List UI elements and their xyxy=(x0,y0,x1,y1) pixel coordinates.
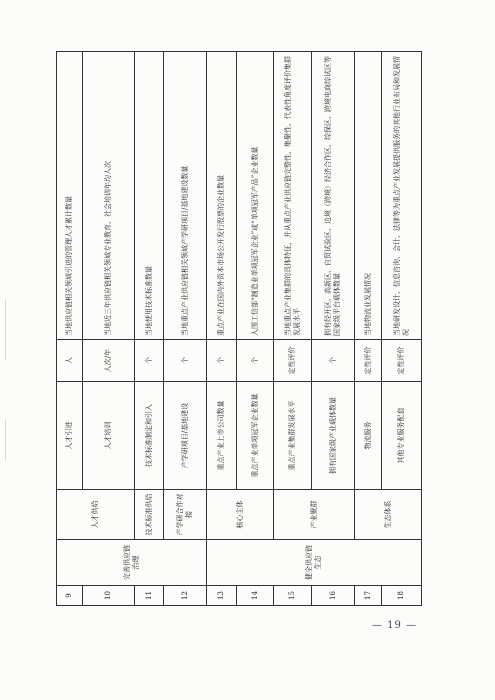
description-cell: 当地研发设计、信息咨询、会计、法律等为重点产业发展提供服务的其他行业布局和发展情况 xyxy=(382,52,422,340)
description-cell: 当地重点产业集群的具体特征，并从重点产业供应链完整性、集聚性、代表性角度评价集群发展水平 xyxy=(274,52,312,340)
table-row xyxy=(135,52,164,606)
table-row xyxy=(355,52,382,606)
subcategory-cell: 产学研合作对接 xyxy=(164,490,207,540)
indicator-cell: 物流服务 xyxy=(355,382,382,490)
indicator-cell: 其他专业服务配套 xyxy=(382,382,422,490)
category-cell: 健全供应链生态 xyxy=(207,540,422,586)
description-cell: 当地使用技术标准数量 xyxy=(135,52,164,340)
unit-cell: 个 xyxy=(237,340,274,382)
indicator-cell: 产学研项目/基地建设 xyxy=(164,382,207,490)
subcategory-cell: 技术标准供给 xyxy=(135,490,164,540)
table-row xyxy=(164,52,207,606)
description-cell: 当地重点产业供应链相关领域产学研项目/基地建设数量 xyxy=(164,52,207,340)
row-number: 16 xyxy=(312,586,355,606)
row-number: 12 xyxy=(164,586,207,606)
description-cell: 拥有经开区、高新区、自贸试验区、边境（跨境）经济合作区、综保区、跨境电商综试区等国家级平台载体数量 xyxy=(312,52,355,340)
table-row xyxy=(57,52,83,606)
row-number: 13 xyxy=(207,586,237,606)
scan-edge-mark xyxy=(5,300,6,360)
indicator-table xyxy=(56,51,422,606)
description-cell: 当地供应链相关领域引进的管理人才累计数量 xyxy=(57,52,83,340)
description-cell: 重点产业在国内外资本市场公开发行股票的企业数量 xyxy=(207,52,237,340)
unit-cell: 个 xyxy=(164,340,207,382)
indicator-cell: 人才引进 xyxy=(57,382,83,490)
row-number: 9 xyxy=(57,586,83,606)
unit-cell: 人 xyxy=(57,340,83,382)
indicator-cell: 技术标准制定和引入 xyxy=(135,382,164,490)
row-number: 15 xyxy=(274,586,312,606)
indicator-cell: 人才培训 xyxy=(83,382,135,490)
unit-cell: 定性评价 xyxy=(382,340,422,382)
subcategory-cell: 生态体系 xyxy=(355,490,422,540)
unit-cell: 定性评价 xyxy=(355,340,382,382)
page-number: — 19 — xyxy=(372,620,418,631)
rotated-table-wrapper xyxy=(56,52,421,606)
description-cell: 入围工信部“制造业单项冠军企业”或“单项冠军产品”企业数量 xyxy=(237,52,274,340)
table-row xyxy=(274,52,312,606)
subcategory-cell: 人才供给 xyxy=(57,490,135,540)
row-number: 18 xyxy=(382,586,422,606)
unit-cell: 个 xyxy=(135,340,164,382)
unit-cell: 个 xyxy=(207,340,237,382)
unit-cell: 定性评价 xyxy=(274,340,312,382)
indicator-cell: 拥有国家级产业载体数量 xyxy=(312,382,355,490)
unit-cell: 人次/年 xyxy=(83,340,135,382)
subcategory-cell: 产业聚群 xyxy=(274,490,355,540)
description-cell: 当地近三年供应链相关领域专业教育、社会培训年均人次 xyxy=(83,52,135,340)
row-number: 14 xyxy=(237,586,274,606)
category-cell: 完善供应链治理 xyxy=(57,540,207,586)
indicator-cell: 重点产业单项冠军企业数量 xyxy=(237,382,274,490)
row-number: 17 xyxy=(355,586,382,606)
table-row xyxy=(207,52,237,606)
description-cell: 当地物流业发展情况 xyxy=(355,52,382,340)
unit-cell: 个 xyxy=(312,340,355,382)
indicator-cell: 重点产业上市公司数量 xyxy=(207,382,237,490)
scan-edge-mark xyxy=(5,420,6,460)
row-number: 11 xyxy=(135,586,164,606)
indicator-cell: 重点产业集群发展水平 xyxy=(274,382,312,490)
subcategory-cell: 核心主体 xyxy=(207,490,274,540)
row-number: 10 xyxy=(83,586,135,606)
